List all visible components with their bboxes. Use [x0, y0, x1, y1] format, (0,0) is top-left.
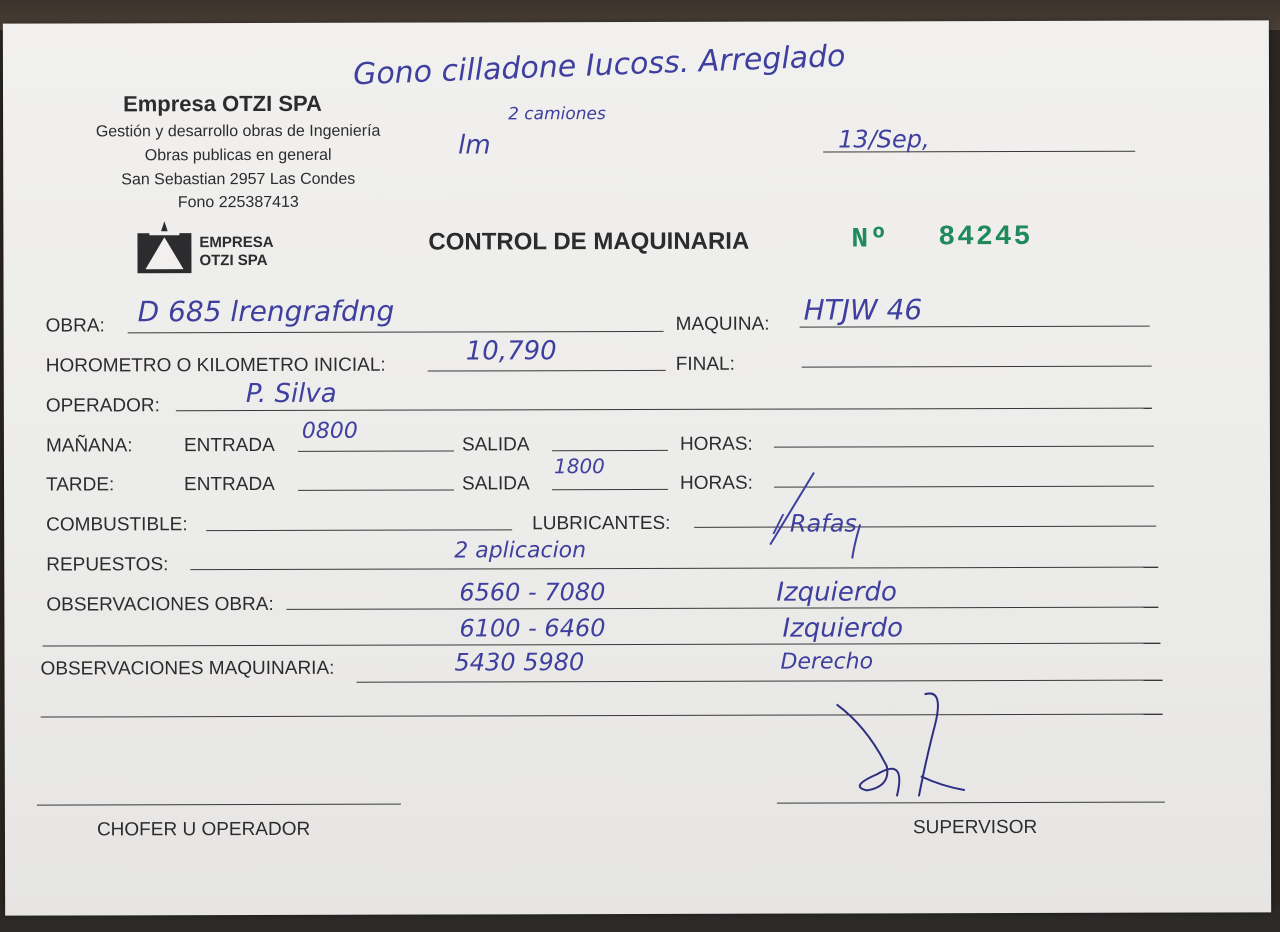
obs-row3-numbers: 5430 5980	[454, 648, 585, 677]
company-line-4: Fono 225387413	[177, 193, 299, 212]
lubricantes-handwritten: / Rafas	[774, 509, 857, 538]
obs-row2-side: Izquierdo	[782, 613, 904, 644]
company-line-3: San Sebastian 2957 Las Condes	[121, 170, 356, 189]
obra-label: OBRA:	[45, 315, 105, 337]
lubricantes-label: LUBRICANTES:	[532, 512, 671, 535]
repuestos-handwritten: 2 aplicacion	[454, 538, 587, 564]
top-handwritten-note: Gono cilladone Iucoss. Arreglado	[352, 38, 847, 93]
maquina-handwritten: HTJW 46	[803, 293, 923, 327]
obs-row2-numbers: 6100 - 6460	[459, 614, 606, 643]
manana-entrada-handwritten: 0800	[301, 418, 358, 444]
obs-row3-side: Derecho	[780, 649, 874, 675]
operador-label: OPERADOR:	[45, 395, 160, 417]
obs-maquinaria-label: OBSERVACIONES MAQUINARIA:	[40, 657, 335, 680]
tarde-entrada-label: ENTRADA	[184, 473, 275, 496]
company-line-2: Obras publicas en general	[144, 146, 332, 165]
obs-row1-side: Izquierdo	[776, 577, 897, 608]
handwritten-slash-mark	[764, 466, 904, 561]
tarde-label: TARDE:	[46, 474, 115, 496]
tarde-horas-label: HORAS:	[680, 472, 753, 494]
obra-line	[128, 331, 664, 333]
combustible-line	[206, 529, 512, 531]
obs-obra-line-2	[42, 643, 1160, 647]
horometro-line	[428, 370, 666, 372]
maquina-label: MAQUINA:	[675, 313, 770, 335]
tarde-salida-line	[552, 489, 668, 490]
manana-horas-label: HORAS:	[679, 433, 753, 455]
manana-entrada-label: ENTRADA	[183, 434, 275, 457]
final-label: FINAL:	[675, 353, 735, 375]
obs-row1-numbers: 6560 - 7080	[459, 578, 606, 607]
tarde-salida-label: SALIDA	[462, 473, 530, 495]
repuestos-line	[190, 567, 1158, 571]
form-title: CONTROL DE MAQUINARIA	[428, 227, 750, 256]
manana-salida-line	[552, 450, 668, 451]
repuestos-label: REPUESTOS:	[46, 554, 169, 576]
logo-text-otzi: OTZI SPA	[199, 251, 268, 270]
manana-entrada-line	[298, 450, 454, 451]
supervisor-signature	[827, 686, 977, 811]
fecha-handwritten: 13/Sep,	[838, 125, 930, 154]
horometro-label: HOROMETRO O KILOMETRO INICIAL:	[45, 354, 386, 377]
logo-text-empresa: EMPRESA	[199, 233, 274, 252]
manana-horas-line	[774, 446, 1154, 448]
company-logo-icon	[137, 219, 195, 275]
top-handwritten-note-3: lm	[458, 130, 491, 161]
tarde-salida-handwritten: 1800	[553, 454, 605, 479]
numero-label: Nº	[851, 224, 890, 256]
obra-handwritten: D 685 lrengrafdng	[137, 294, 395, 329]
top-handwritten-note-2: 2 camiones	[508, 104, 606, 125]
company-line-1: Gestión y desarrollo obras de Ingeniería	[95, 122, 381, 141]
manana-salida-label: SALIDA	[461, 434, 530, 456]
horometro-handwritten: 10,790	[465, 336, 557, 367]
final-line	[802, 366, 1152, 368]
supervisor-label: SUPERVISOR	[912, 816, 1038, 839]
obs-obra-label: OBSERVACIONES OBRA:	[46, 593, 274, 616]
numero-value: 84245	[938, 221, 1033, 254]
paper-form	[3, 20, 1271, 915]
company-name: Empresa OTZI SPA	[123, 90, 322, 117]
obs-maquinaria-line-2	[41, 714, 1163, 718]
manana-label: MAÑANA:	[45, 435, 133, 457]
combustible-label: COMBUSTIBLE:	[46, 514, 188, 536]
tarde-entrada-line	[298, 489, 454, 490]
obs-obra-line	[286, 607, 1158, 610]
obs-maquinaria-line	[357, 680, 1163, 683]
operador-handwritten: P. Silva	[245, 378, 337, 410]
chofer-label: CHOFER U OPERADOR	[96, 818, 311, 841]
chofer-signature-line	[37, 804, 401, 806]
